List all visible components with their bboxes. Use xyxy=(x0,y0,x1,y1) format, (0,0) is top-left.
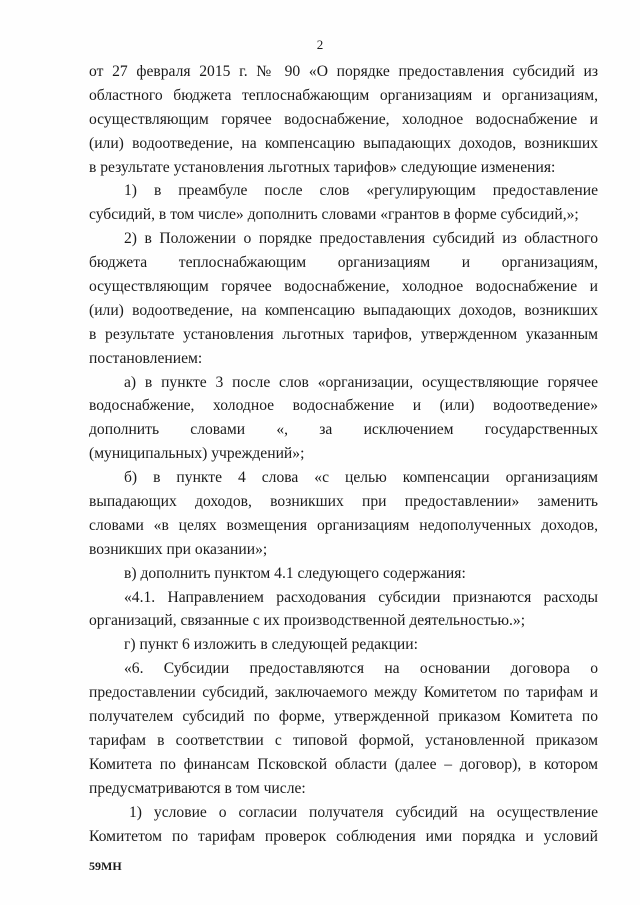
text-line: (муниципальных) учреждений»; xyxy=(89,445,305,463)
page-number: 2 xyxy=(316,37,324,52)
text-line: в результате установления льготных тарифов» следующие изменения: xyxy=(89,158,556,176)
text-line: (или) водоотведение, на компенсацию выпадающих доходов, возникших xyxy=(89,134,598,152)
text-line: от 27 февраля 2015 г. № 90 «О порядке предоставления субсидий из xyxy=(89,63,598,80)
text-line: Комитета по финансам Псковской области (далее – договор), в котором xyxy=(89,755,598,773)
text-line: словами «в целях возмещения организациям недополученных доходов, xyxy=(89,516,598,534)
text-line: тарифам в соответствии с типовой формой, установленной приказом xyxy=(89,731,598,749)
text-line: постановлением: xyxy=(89,349,203,367)
text-line: осуществляющим горячее водоснабжение, холодное водоснабжение и xyxy=(89,110,598,128)
document-body xyxy=(89,60,598,848)
footer-code: 59МН xyxy=(89,859,122,873)
text-line: дополнить словами «, за исключением государственных xyxy=(89,421,598,439)
text-line: 1) в преамбуле после слов «регулирующим предоставление xyxy=(124,182,598,200)
text-line: организаций, связанные с их производственной деятельностью.»; xyxy=(89,612,526,630)
text-line: выпадающих доходов, возникших при предоставлении» заменить xyxy=(89,493,598,511)
text-line: Комитетом по тарифам проверок соблюдения ими порядка и условий xyxy=(89,827,598,845)
text-line: (или) водоотведение, на компенсацию выпадающих доходов, возникших xyxy=(89,301,598,319)
text-line: возникших при оказании»; xyxy=(89,540,268,558)
text-line: г) пункт 6 изложить в следующей редакции: xyxy=(124,636,418,654)
text-line: получателем субсидий по форме, утвержденной приказом Комитета по xyxy=(89,708,598,726)
text-line: 1) условие о согласии получателя субсидий на осуществление xyxy=(129,803,598,821)
text-line: а) в пункте 3 после слов «организации, осуществляющие горячее xyxy=(124,373,598,391)
text-line: в результате установления льготных тарифов, утвержденном указанным xyxy=(89,325,598,343)
text-line: бюджета теплоснабжающим организациям и организациям, xyxy=(89,254,598,272)
text-line: в) дополнить пунктом 4.1 следующего содержания: xyxy=(124,564,466,582)
text-line: предоставлении субсидий, заключаемого между Комитетом по тарифам и xyxy=(89,684,598,702)
text-line: б) в пункте 4 слова «с целью компенсации организациям xyxy=(124,469,598,487)
text-line: субсидий, в том числе» дополнить словами «грантов в форме субсидий,»; xyxy=(89,206,579,224)
text-line: 2) в Положении о порядке предоставления субсидий из областного xyxy=(124,230,598,248)
text-line: предусматриваются в том числе: xyxy=(89,779,306,797)
text-line: «6. Субсидии предоставляются на основании договора о xyxy=(124,660,598,678)
text-line: «4.1. Направлением расходования субсидии признаются расходы xyxy=(124,588,598,606)
text-line: осуществляющим горячее водоснабжение, холодное водоснабжение и xyxy=(89,278,598,296)
text-line: водоснабжение, холодное водоснабжение и (или) водоотведение» xyxy=(89,397,598,415)
text-line: областного бюджета теплоснабжающим организациям и организациям, xyxy=(89,86,598,104)
